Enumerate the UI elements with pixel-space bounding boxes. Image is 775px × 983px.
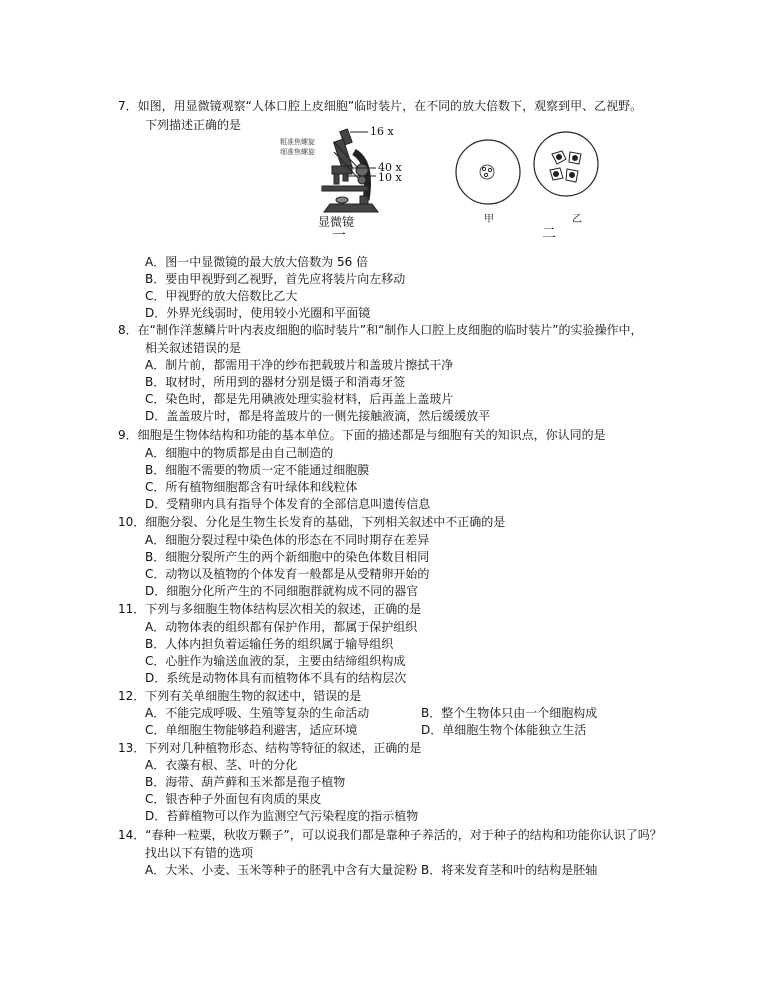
q7-option-a: A．图一中显微镜的最大放大倍数为 56 倍 xyxy=(145,255,369,269)
q14-stem-line1: 14．“春种一粒粟，秋收万颗子”，可以说我们都是靠种子养活的，对于种子的结构和功能你认识了吗？ xyxy=(118,828,662,842)
q10-stem: 10．细胞分裂、分化是生物生长发育的基础，下列相关叙述中不正确的是 xyxy=(118,515,506,529)
q11-option-c: C．心脏作为输送血液的泵，主要由结缔组织构成 xyxy=(145,654,406,668)
q12-option-c: C．单细胞生物能够趋利避害，适应环境 xyxy=(145,723,358,737)
q11-stem: 11．下列与多细胞生物体结构层次相关的叙述，正确的是 xyxy=(118,602,422,616)
coarse-focus-label: 粗准焦螺旋 xyxy=(280,138,315,146)
q7-figure xyxy=(280,122,610,244)
q9-option-d: D．受精卵内具有指导个体发育的全部信息叫遗传信息 xyxy=(145,497,431,511)
q13-option-b: B．海带、葫芦藓和玉米都是孢子植物 xyxy=(145,775,346,789)
field-jia xyxy=(456,140,520,204)
q7-option-d: D．外界光线弱时，使用较小光圈和平面镜 xyxy=(145,306,371,320)
q10-option-c: C．动物以及植物的个体发育一般都是从受精卵开始的 xyxy=(145,567,430,581)
figure2-mark: 二 xyxy=(542,226,556,242)
q8-option-d: D．盖盖玻片时，都是将盖玻片的一侧先接触液滴，然后缓缓放平 xyxy=(145,409,491,423)
q10-option-d: D．细胞分化所产生的不同细胞群就构成不同的器官 xyxy=(145,584,419,598)
q7-stem-line1: 7．如图，用显微镜观察“人体口腔上皮细胞”临时装片，在不同的放大倍数下，观察到甲、乙视野。 xyxy=(118,99,643,113)
q12-option-d: D．单细胞生物个体能独立生活 xyxy=(421,723,587,737)
q8-option-a: A．制片前，都需用干净的纱布把载玻片和盖玻片擦拭干净 xyxy=(145,358,454,372)
q8-option-c: C．染色时，都是先用碘液处理实验材料，后再盖上盖玻片 xyxy=(145,392,454,406)
field-yi xyxy=(534,132,598,196)
figure1-mark: 一 xyxy=(332,228,346,244)
q11-option-d: D．系统是动物体具有而植物体不具有的结构层次 xyxy=(145,671,407,685)
q8-stem-line2: 相关叙述错误的是 xyxy=(145,341,242,355)
q14-stem-line2: 找出以下有错的选项 xyxy=(145,846,254,860)
q12-stem: 12．下列有关单细胞生物的叙述中，错误的是 xyxy=(118,689,362,703)
q13-stem: 13．下列对几种植物形态、结构等特征的叙述，正确的是 xyxy=(118,741,422,755)
label-yi: 乙 xyxy=(572,214,582,225)
q9-option-c: C．所有植物细胞都含有叶绿体和线粒体 xyxy=(145,480,358,494)
q14-option-b: B．将来发育茎和叶的结构是胚轴 xyxy=(421,863,598,877)
fine-focus-label: 细准焦螺旋 xyxy=(280,148,315,156)
q8-stem-line1: 8．在“制作洋葱鳞片叶内表皮细胞的临时装片”和“制作人口腔上皮细胞的临时装片”的实验操作中， xyxy=(118,323,643,337)
eyepiece-label: 16 x xyxy=(370,125,394,138)
microscope-caption: 显微镜 xyxy=(318,215,355,229)
q13-option-a: A．衣藻有根、茎、叶的分化 xyxy=(145,758,298,772)
q14-option-a: A．大米、小麦、玉米等种子的胚乳中含有大量淀粉 xyxy=(145,863,418,877)
q7-option-c: C．甲视野的放大倍数比乙大 xyxy=(145,289,298,303)
microscope-drawing xyxy=(322,129,378,212)
objective-high-label: 40 x xyxy=(378,161,402,174)
objective-low-label: 10 x xyxy=(378,171,402,184)
label-jia: 甲 xyxy=(484,214,494,225)
q13-option-c: C．银杏种子外面包有肉质的果皮 xyxy=(145,792,322,806)
q12-option-a: A．不能完成呼吸、生殖等复杂的生命活动 xyxy=(145,706,370,720)
q9-option-a: A．细胞中的物质都是由自己制造的 xyxy=(145,446,334,460)
q7-option-b: B．要由甲视野到乙视野，首先应将装片向左移动 xyxy=(145,272,406,286)
q8-option-b: B．取材时，所用到的器材分别是镊子和消毒牙签 xyxy=(145,375,406,389)
q10-option-b: B．细胞分裂所产生的两个新细胞中的染色体数目相同 xyxy=(145,550,430,564)
q11-option-b: B．人体内担负着运输任务的组织属于输导组织 xyxy=(145,637,394,651)
q11-option-a: A．动物体表的组织都有保护作用，都属于保护组织 xyxy=(145,620,418,634)
q9-stem: 9．细胞是生物体结构和功能的基本单位。下面的描述都是与细胞有关的知识点，你认同的是 xyxy=(118,428,606,442)
q7-stem-line2: 下列描述正确的是 xyxy=(145,118,242,132)
q9-option-b: B．细胞不需要的物质一定不能通过细胞膜 xyxy=(145,463,370,477)
q12-option-b: B．整个生物体只由一个细胞构成 xyxy=(421,706,598,720)
q13-option-d: D．苔藓植物可以作为监测空气污染程度的指示植物 xyxy=(145,809,419,823)
q10-option-a: A．细胞分裂过程中染色体的形态在不同时期存在差异 xyxy=(145,533,430,547)
